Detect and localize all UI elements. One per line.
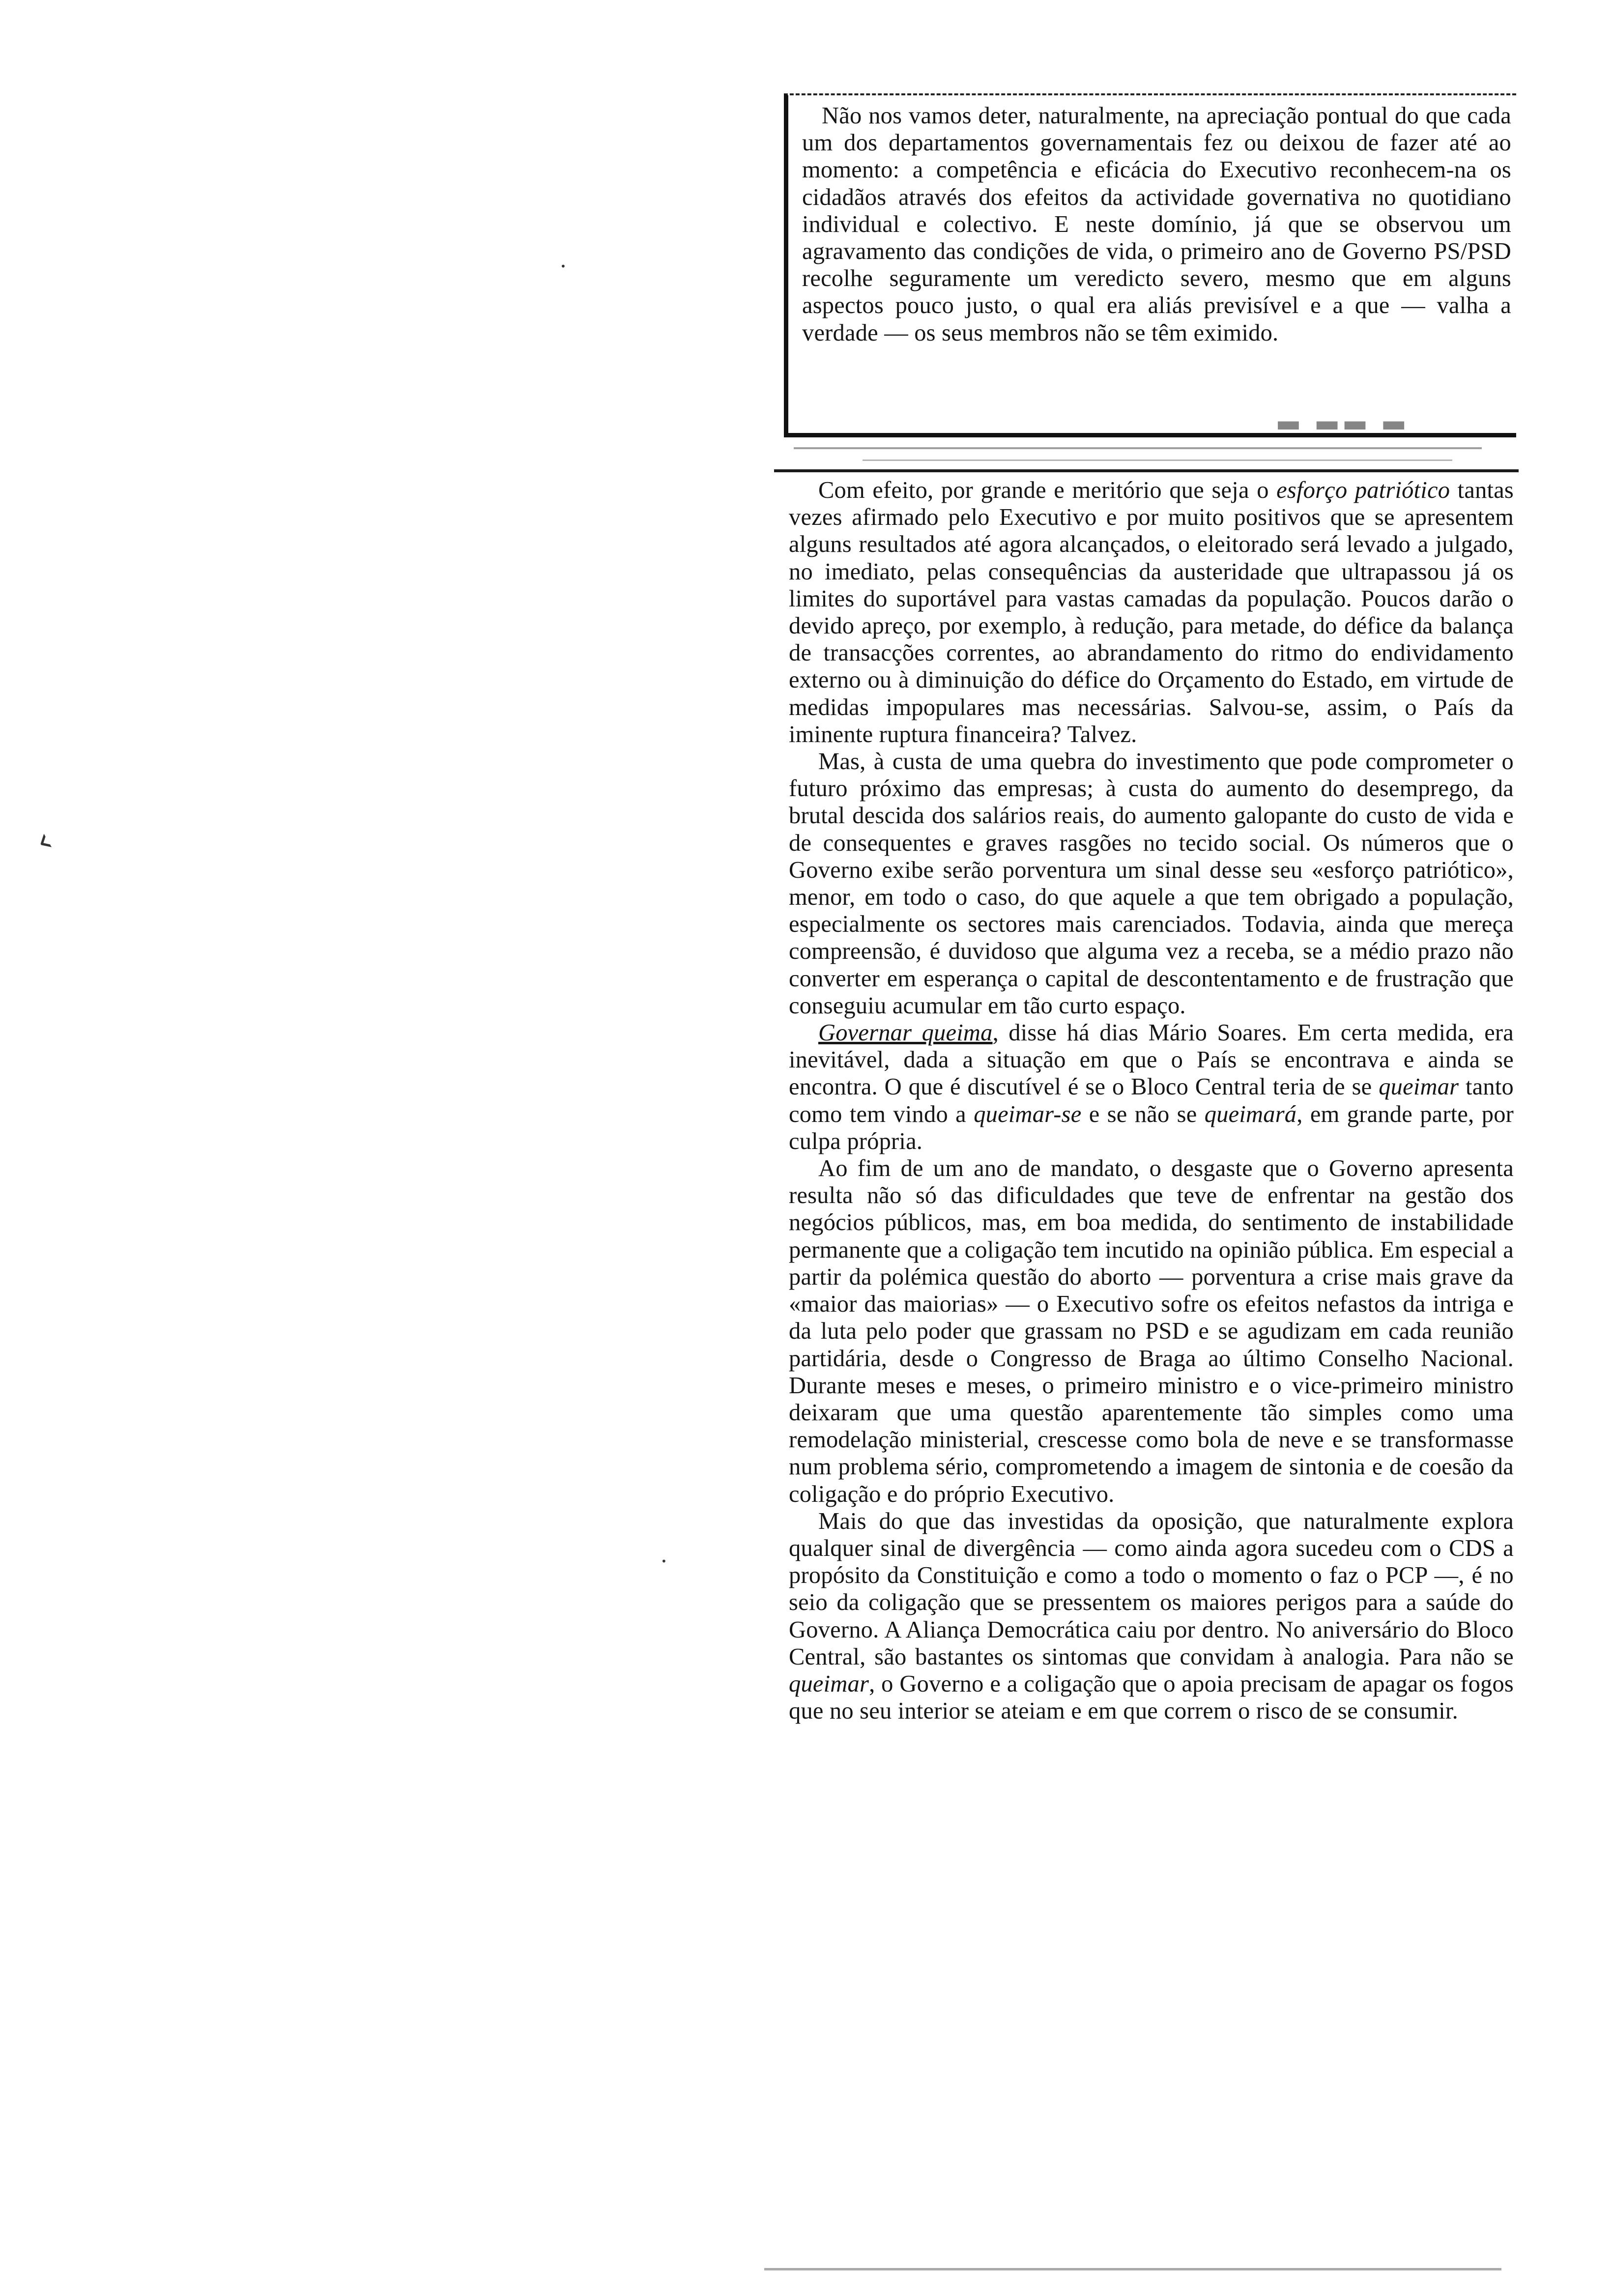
paragraph-5: Mais do que das investidas da oposição, que naturalmente explora qualquer sinal de divergência — como ainda agora sucedeu com o CDS a propósito da Constituição e como a todo o momento o faz o PCP —, é no seio da coligação que se pressentem os maiores perigos para a saúde do Governo. A Aliança Democrática caiu por dentro. No aniversário do Bloco Central, são bastantes os sintomas que convidam à analogia. Para não se queimar, o Governo e a coligação que o apoia precisam de apagar os fogos que no seu interior se ateiam e em que correm o risco de se consumir. bbox=[789, 1508, 1514, 1724]
scan-noise-line bbox=[863, 459, 1452, 461]
emphasis-governar-queima: Governar queima bbox=[818, 1020, 993, 1046]
bleed-through-smudge: ▬ ▬▬ ▬ bbox=[1275, 411, 1409, 437]
boxed-paragraph: Não nos vamos deter, naturalmente, na apreciação pontual do que cada um dos departamentos governamentais fez ou deixou de fazer até ao momento: a competência e eficácia do Executivo reconhecem-na os cidadãos através dos efeitos da actividade governativa no quotidiano individual e colectivo. E neste domínio, já que se observou um agravamento das condições de vida, o primeiro ano de Governo PS/PSD recolhe seguramente um veredicto severo, mesmo que em alguns aspectos pouco justo, o qual era aliás previsível e a que — valha a verdade — os seus membros não se têm eximido. bbox=[802, 103, 1511, 346]
article-body bbox=[789, 477, 1514, 1724]
scan-noise-line bbox=[764, 2268, 1501, 2270]
paragraph-1: Com efeito, por grande e meritório que seja o esforço patriótico tantas vezes afirmado pelo Executivo e por muito positivos que se apresentem alguns resultados até agora alcançados, o eleitorado será levado a julgado, no imediato, pelas consequências da austeridade que ultrapassou já os limites do suportável para vastas camadas da população. Poucos darão o devido apreço, por exemplo, à redução, para metade, do défice da balança de transacções correntes, ao abrandamento do ritmo do endividamento externo ou à diminuição do défice do Orçamento do Estado, em virtude de medidas impopulares mas necessárias. Salvou-se, assim, o País da iminente ruptura financeira? Talvez. bbox=[789, 477, 1514, 747]
emphasis-esforco: esforço patriótico bbox=[1276, 477, 1450, 503]
scan-noise-line bbox=[794, 447, 1482, 449]
paragraph-3: Governar queima, disse há dias Mário Soares. Em certa medida, era inevitável, dada a situação em que o País se encontrava e ainda se encontra. O que é discutível é se o Bloco Central teria de se queimar tanto como tem vindo a queimar-se e se não se queimará, em grande parte, por culpa própria. bbox=[789, 1020, 1514, 1154]
article-column bbox=[764, 93, 1524, 2275]
scan-speck: • bbox=[661, 1555, 667, 1567]
boxed-intro bbox=[784, 93, 1516, 437]
section-rule bbox=[774, 469, 1519, 472]
scan-speck: ‹ bbox=[28, 820, 60, 862]
paragraph-2: Mas, à custa de uma quebra do investimento que pode comprometer o futuro próximo das empresas; à custa do aumento do desemprego, da brutal descida dos salários reais, do aumento galopante do custo de vida e de consequentes e graves rasgões no tecido social. Os números que o Governo exibe serão porventura um sinal desse seu «esforço patriótico», menor, em todo o caso, do que aquele a que tem obrigado a população, especialmente os sectores mais carenciados. Todavia, ainda que mereça compreensão, é duvidoso que alguma vez a receba, se a médio prazo não converter em esperança o capital de descontentamento e de frustração que conseguiu acumular em tão curto espaço. bbox=[789, 748, 1514, 1019]
scan-speck: • bbox=[560, 260, 566, 272]
paragraph-4: Ao fim de um ano de mandato, o desgaste que o Governo apresenta resulta não só das dificuldades que teve de enfrentar na gestão dos negócios públicos, mas, em boa medida, do sentimento de instabilidade permanente que a coligação tem incutido na opinião pública. Em especial a partir da polémica questão do aborto — porventura a crise mais grave da «maior das maiorias» — o Executivo sofre os efeitos nefastos da intriga e da luta pelo poder que grassam no PSD e se agudizam em cada reunião partidária, desde o Congresso de Braga ao último Conselho Nacional. Durante meses e meses, o primeiro ministro e o vice-primeiro ministro deixaram que uma questão aparentemente tão simples como uma remodelação ministerial, crescesse como bola de neve e se transformasse num problema sério, comprometendo a imagem de sintonia e de coesão da coligação e do próprio Executivo. bbox=[789, 1155, 1514, 1507]
